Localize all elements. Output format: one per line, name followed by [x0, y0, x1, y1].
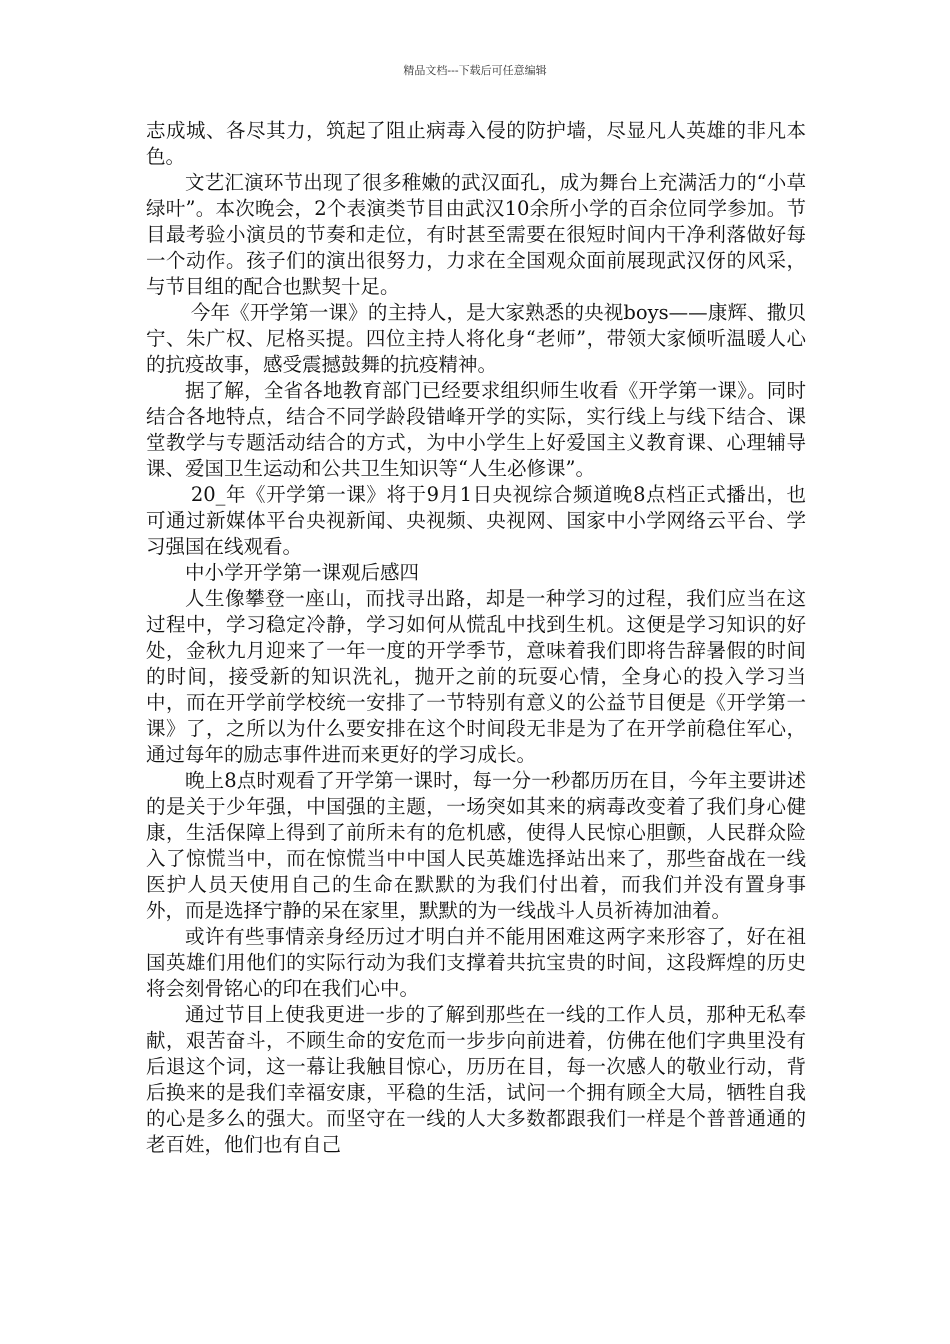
paragraph: 人生像攀登一座山，而找寻出路，却是一种学习的过程，我们应当在这过程中，学习稳定冷静，学习如何从慌乱中找到生机。这便是学习知识的好处，金秋九月迎来了一年一度的开学季节，意味着我们即将告辞暑假的时间的时间，接受新的知识洗礼，抛开之前的玩耍心情，全身心的投入学习当中，而在开学前学校统一安排了一节特别有意义的公益节目便是《开学第一课》了，之所以为什么要安排在这个时间段无非是为了在开学前稳住军心，通过每年的励志事件进而来更好的学习成长。: [146, 587, 806, 766]
paragraph: 20_年《开学第一课》将于9月1日央视综合频道晚8点档正式播出，也可通过新媒体平台央视新闻、央视频、央视网、国家中小学网络云平台、学习强国在线观看。: [146, 483, 806, 558]
page-header: 精品文档---下载后可任意编辑: [403, 64, 547, 77]
paragraph: 今年《开学第一课》的主持人，是大家熟悉的央视boys——康辉、撒贝宁、朱广权、尼格买提。四位主持人将化身“老师”，带领大家倾听温暖人心的抗疫故事，感受震撼鼓舞的抗疫精神。: [146, 301, 806, 376]
paragraph: 据了解，全省各地教育部门已经要求组织师生收看《开学第一课》。同时结合各地特点，结合不同学龄段错峰开学的实际，实行线上与线下结合、课堂教学与专题活动结合的方式，为中小学生上好爱国主义教育课、心理辅导课、爱国卫生运动和公共卫生知识等“人生必修课”。: [146, 379, 806, 480]
paragraph: 通过节目上使我更进一步的了解到那些在一线的工作人员，那种无私奉献，艰苦奋斗，不顾生命的安危而一步步向前进着，仿佛在他们字典里没有后退这个词，这一幕让我触目惊心，历历在目，每一次感人的敬业行动，背后换来的是我们幸福安康，平稳的生活，试问一个拥有顾全大局，牺牲自我的心是多么的强大。而坚守在一线的人大多数都跟我们一样是个普普通通的老百姓，他们也有自己: [146, 1003, 806, 1156]
paragraph: 志成城、各尽其力，筑起了阻止病毒入侵的防护墙，尽显凡人英雄的非凡本色。: [146, 119, 806, 168]
paragraph: 或许有些事情亲身经历过才明白并不能用困难这两字来形容了，好在祖国英雄们用他们的实际行动为我们支撑着共抗宝贵的时间，这段辉煌的历史将会刻骨铭心的印在我们心中。: [146, 925, 806, 1000]
paragraph: 晚上8点时观看了开学第一课时，每一分一秒都历历在目，今年主要讲述的是关于少年强，中国强的主题，一场突如其来的病毒改变着了我们身心健康，生活保障上得到了前所未有的危机感，使得人民惊心胆颤，人民群众险入了惊慌当中，而在惊慌当中中国人民英雄选择站出来了，那些奋战在一线医护人员天使用自己的生命在默默的为我们付出着，而我们并没有置身事外，而是选择宁静的呆在家里，默默的为一线战斗人员祈祷加油着。: [146, 769, 806, 922]
section-heading: 中小学开学第一课观后感四: [185, 561, 420, 584]
document-body: [146, 118, 806, 1158]
paragraph: 文艺汇演环节出现了很多稚嫩的武汉面孔，成为舞台上充满活力的“小草绿叶”。本次晚会，2个表演类节目由武汉10余所小学的百余位同学参加。节目最考验小演员的节奏和走位，有时甚至需要在很短时间内干净利落做好每一个动作。孩子们的演出很努力，力求在全国观众面前展现武汉伢的风采，与节目组的配合也默契十足。: [146, 171, 806, 298]
